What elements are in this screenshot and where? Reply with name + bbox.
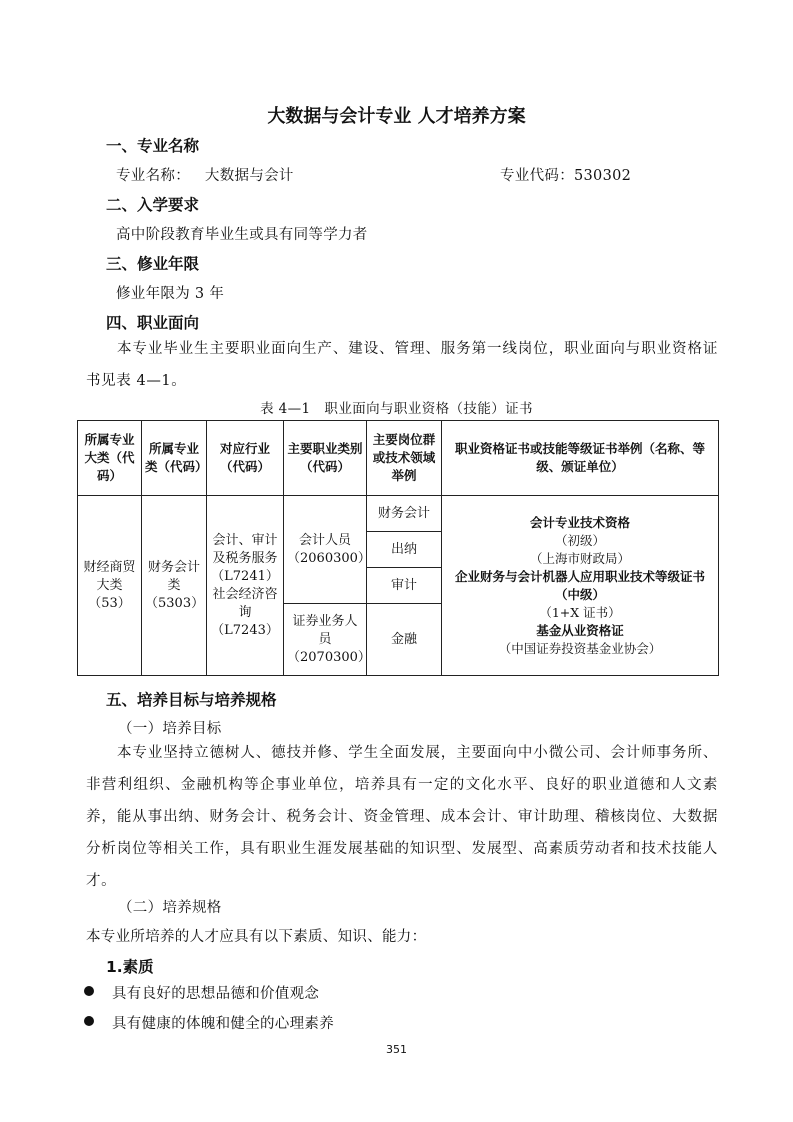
section-heading-duration: 三、修业年限 [106,255,200,273]
section-heading-goals: 五、培养目标与培养规格 [106,691,277,709]
document-title: 大数据与会计专业 人才培养方案 [267,106,526,127]
major-name-value: 大数据与会计 [204,168,294,184]
cert-accounting-level: （初级） [554,532,605,548]
cell-certificates [442,496,719,676]
major-name-line [116,164,294,185]
cert-robot-title: 企业财务与会计机器人应用职业技术等级证书（中级） [454,568,705,602]
major-name-label: 专业名称： [116,168,190,184]
career-certificate-table [77,420,719,676]
bullet-icon [84,1016,94,1026]
table-caption: 表 4—1 职业面向与职业资格（技能）证书 [260,401,533,417]
subheading-specs: （二）培养规格 [118,900,222,916]
header-major-category: 所属专业大类（代码） [78,421,142,496]
cert-fund-title: 基金从业资格证 [536,622,624,638]
major-code-value: 530302 [574,168,632,184]
major-code-line [500,164,631,185]
cert-accounting-title: 会计专业技术资格 [529,514,630,530]
admission-text: 高中阶段教育毕业生或具有同等学力者 [116,227,368,243]
section-heading-career: 四、职业面向 [106,314,200,332]
header-industry: 对应行业（代码） [207,421,284,496]
major-code-label: 专业代码： [500,168,574,184]
section-heading-admission: 二、入学要求 [106,196,200,214]
cell-post: 审计 [367,568,442,604]
table-header-row [78,421,719,496]
cell-major-category: 财经商贸大类（53） [78,496,142,676]
table-row [78,496,719,532]
header-occupation: 主要职业类别（代码） [284,421,367,496]
cert-fund-issuer: （中国证券投资基金业协会） [498,640,662,656]
cell-industry: 会计、审计及税务服务（L7241）社会经济咨询（L7243） [207,496,284,676]
cell-post: 出纳 [367,532,442,568]
goals-paragraph: 本专业坚持立德树人、德技并修、学生全面发展，主要面向中小微公司、会计师事务所、非营利组织、金融机构等企事业单位，培养具有一定的文化水平、良好的职业道德和人文素养，能从事出纳、财务会计、税务会计、资金管理、成本会计、审计助理、稽核岗位、大数据分析岗位等相关工作，具有职业生涯发展基础的知识型、发展型、高素质劳动者和技术技能人才。 [86,745,718,889]
cell-post: 金融 [367,604,442,676]
header-posts: 主要岗位群或技术领域举例 [367,421,442,496]
list-item: 具有健康的体魄和健全的心理素养 [112,1016,334,1032]
duration-text: 修业年限为 3 年 [116,286,225,302]
cell-occupation-securities: 证券业务人员（2070300） [284,604,367,676]
section-heading-major-name: 一、专业名称 [106,137,200,155]
subheading-goals: （一）培养目标 [118,721,222,737]
cert-accounting-issuer: （上海市财政局） [529,550,630,566]
cell-sub-category: 财务会计类（5303） [142,496,207,676]
cell-post: 财务会计 [367,496,442,532]
header-sub-category: 所属专业类（代码） [142,421,207,496]
subheading-quality: 1.素质 [106,958,154,976]
specs-intro: 本专业所培养的人才应具有以下素质、知识、能力： [86,929,427,945]
career-paragraph: 本专业毕业生主要职业面向生产、建设、管理、服务第一线岗位，职业面向与职业资格证书见表 4—1。 [86,341,718,389]
cell-occupation-accountant: 会计人员（2060300） [284,496,367,604]
header-certificates: 职业资格证书或技能等级证书举例（名称、等级、颁证单位） [442,421,719,496]
list-item: 具有良好的思想品德和价值观念 [112,986,320,1002]
bullet-icon [84,986,94,996]
cert-robot-note: （1+X 证书） [539,604,621,620]
page-number: 351 [386,1043,407,1056]
